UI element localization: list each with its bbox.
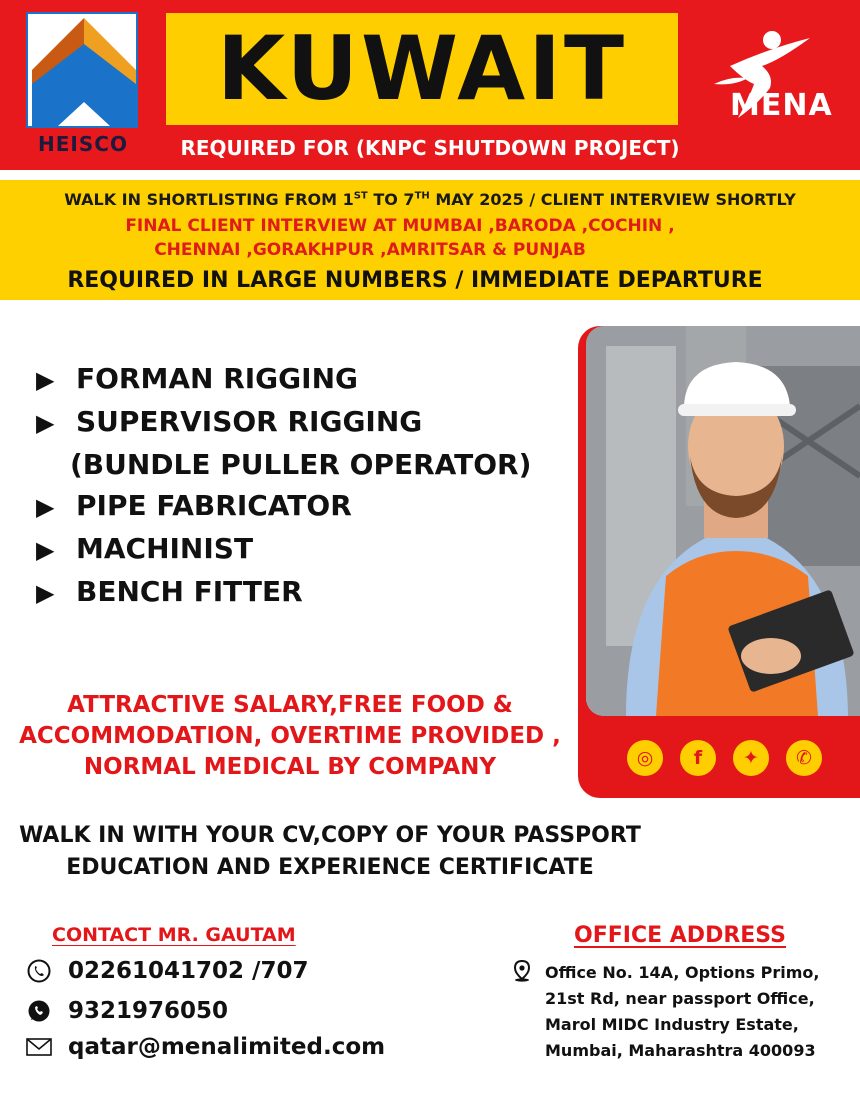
list-item: ▶ SUPERVISOR RIGGING [36, 401, 576, 444]
benefit-line: ACCOMMODATION, OVERTIME PROVIDED , [19, 723, 561, 749]
address-line: 21st Rd, near passport Office, [545, 989, 815, 1008]
page-title: KUWAIT [216, 17, 628, 120]
list-item: ▶ MACHINIST [36, 528, 576, 571]
contact-phone[interactable] [26, 958, 308, 984]
title-box [166, 13, 678, 125]
email-address: qatar@menalimited.com [68, 1034, 386, 1060]
project-subtitle: REQUIRED FOR (KNPC SHUTDOWN PROJECT) [180, 136, 680, 160]
interview-cities-line-2: CHENNAI ,GORAKHPUR ,AMRITSAR & PUNJAB [154, 240, 586, 260]
play-arrow-icon: ▶ [36, 536, 55, 564]
instagram-icon[interactable]: ◎ [627, 740, 663, 776]
info-band [0, 180, 860, 300]
worker-illustration [586, 326, 860, 716]
whatsapp-icon[interactable]: ✆ [786, 740, 822, 776]
address-line: Mumbai, Maharashtra 400093 [545, 1041, 816, 1060]
benefit-line: ATTRACTIVE SALARY,FREE FOOD & [67, 692, 513, 718]
play-arrow-icon: ▶ [36, 409, 55, 437]
address-line: Office No. 14A, Options Primo, [545, 963, 820, 982]
list-item-sub: (BUNDLE PULLER OPERATOR) [70, 448, 532, 481]
heisco-logo-mark [28, 14, 138, 128]
interview-cities-line-1: FINAL CLIENT INTERVIEW AT MUMBAI ,BARODA ,COCHIN , [125, 216, 675, 236]
location-pin-icon [512, 960, 532, 982]
contact-email[interactable] [26, 1034, 385, 1060]
play-arrow-icon: ▶ [36, 493, 55, 521]
facebook-icon[interactable]: f [680, 740, 716, 776]
benefit-line: NORMAL MEDICAL BY COMPANY [83, 754, 497, 780]
whatsapp-number: 9321976050 [68, 998, 229, 1024]
documents-required [0, 820, 660, 884]
contact-heading: CONTACT MR. GAUTAM [52, 924, 296, 946]
contact-whatsapp[interactable] [26, 998, 228, 1024]
mail-icon [26, 1034, 52, 1060]
worker-photo [586, 326, 860, 716]
shortlisting-dates: WALK IN SHORTLISTING FROM 1ST TO 7TH MAY 2025 / CLIENT INTERVIEW SHORTLY [64, 190, 796, 209]
office-heading: OFFICE ADDRESS [574, 923, 786, 948]
list-item: ▶ PIPE FABRICATOR [36, 485, 576, 528]
phone-number: 02261041702 /707 [68, 958, 309, 984]
benefits-text [0, 690, 580, 783]
list-item: ▶ BENCH FITTER [36, 571, 576, 614]
play-arrow-icon: ▶ [36, 579, 55, 607]
list-item: ▶ FORMAN RIGGING [36, 358, 576, 401]
documents-line: EDUCATION AND EXPERIENCE CERTIFICATE [66, 855, 594, 880]
documents-line: WALK IN WITH YOUR CV,COPY OF YOUR PASSPORT [19, 823, 641, 848]
address-line: Marol MIDC Industry Estate, [545, 1015, 799, 1034]
job-list [36, 358, 576, 614]
departure-note: REQUIRED IN LARGE NUMBERS / IMMEDIATE DEPARTURE [67, 268, 763, 293]
phone-icon [26, 958, 52, 984]
mena-logo-text: MENA [730, 88, 833, 123]
play-arrow-icon: ▶ [36, 366, 55, 394]
heisco-logo-text: HEISCO [38, 132, 128, 156]
heisco-logo [26, 12, 138, 128]
twitter-icon[interactable]: ✦ [733, 740, 769, 776]
office-address [545, 960, 819, 1064]
whatsapp-icon [26, 998, 52, 1024]
